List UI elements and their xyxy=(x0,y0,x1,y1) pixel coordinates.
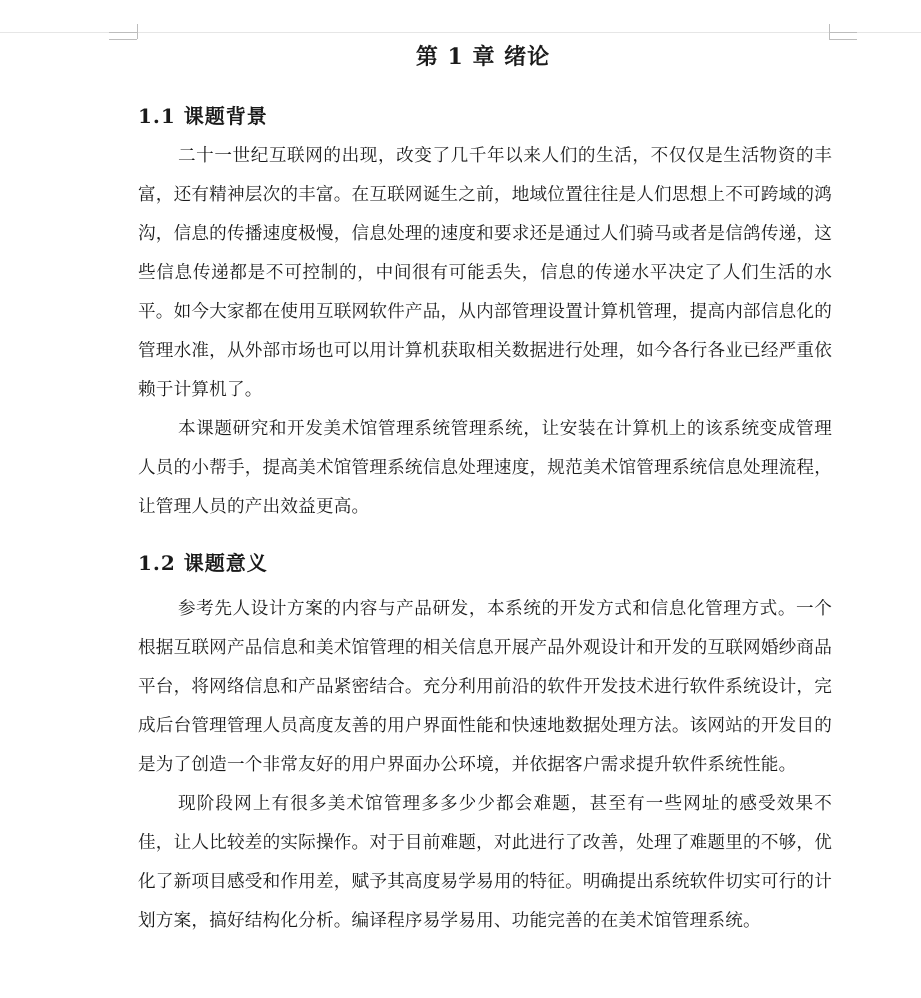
crop-mark-top-left xyxy=(109,32,137,33)
crop-mark-top-right-vertical xyxy=(829,24,830,39)
crop-mark-top-right xyxy=(829,32,857,33)
paragraph-background-1: 二十一世纪互联网的出现，改变了几千年以来人们的生活，不仅仅是生活物资的丰富，还有精神层次的丰富。在互联网诞生之前，地域位置往往是人们思想上不可跨域的鸿沟，信息的传播速度极慢，信息处理的速度和要求还是通过人们骑马或者是信鸽传递，这些信息传递都是不可控制的，中间很有可能丢失，信息的传递水平决定了人们生活的水平。如今大家都在使用互联网软件产品，从内部管理设置计算机管理，提高内部信息化的管理水准，从外部市场也可以用计算机获取相关数据进行处理，如今各行各业已经严重依赖于计算机了。 xyxy=(138,146,832,400)
header-rule xyxy=(0,32,921,33)
paragraph-significance-1: 参考先人设计方案的内容与产品研发，本系统的开发方式和信息化管理方式。一个根据互联网产品信息和美术馆管理的相关信息开展产品外观设计和开发的互联网婚纱商品平台，将网络信息和产品紧密结合。充分利用前沿的软件开发技术进行软件系统设计，完成后台管理管理人员高度友善的用户界面性能和快速地数据处理方法。该网站的开发目的是为了创造一个非常友好的用户界面办公环境，并依据客户需求提升软件系统性能。 xyxy=(138,599,832,775)
chapter-title: 第 1 章 绪论 xyxy=(415,44,551,70)
paragraph-significance-2: 现阶段网上有很多美术馆管理多多少少都会难题，甚至有一些网址的感受效果不佳，让人比较差的实际操作。对于目前难题，对此进行了改善，处理了难题里的不够，优化了新项目感受和作用差，赋予其高度易学易用的特征。明确提出系统软件切实可行的计划方案，搞好结构化分析。编译程序易学易用、功能完善的在美术馆管理系统。 xyxy=(138,794,832,931)
crop-mark-top-left-vertical xyxy=(137,24,138,39)
section-title-background: 1.1 课题背景 xyxy=(138,104,268,128)
section-title-significance: 1.2 课题意义 xyxy=(138,551,268,575)
paragraph-background-2: 本课题研究和开发美术馆管理系统管理系统，让安装在计算机上的该系统变成管理人员的小帮手，提高美术馆管理系统信息处理速度，规范美术馆管理系统信息处理流程，让管理人员的产出效益更高。 xyxy=(138,419,832,517)
